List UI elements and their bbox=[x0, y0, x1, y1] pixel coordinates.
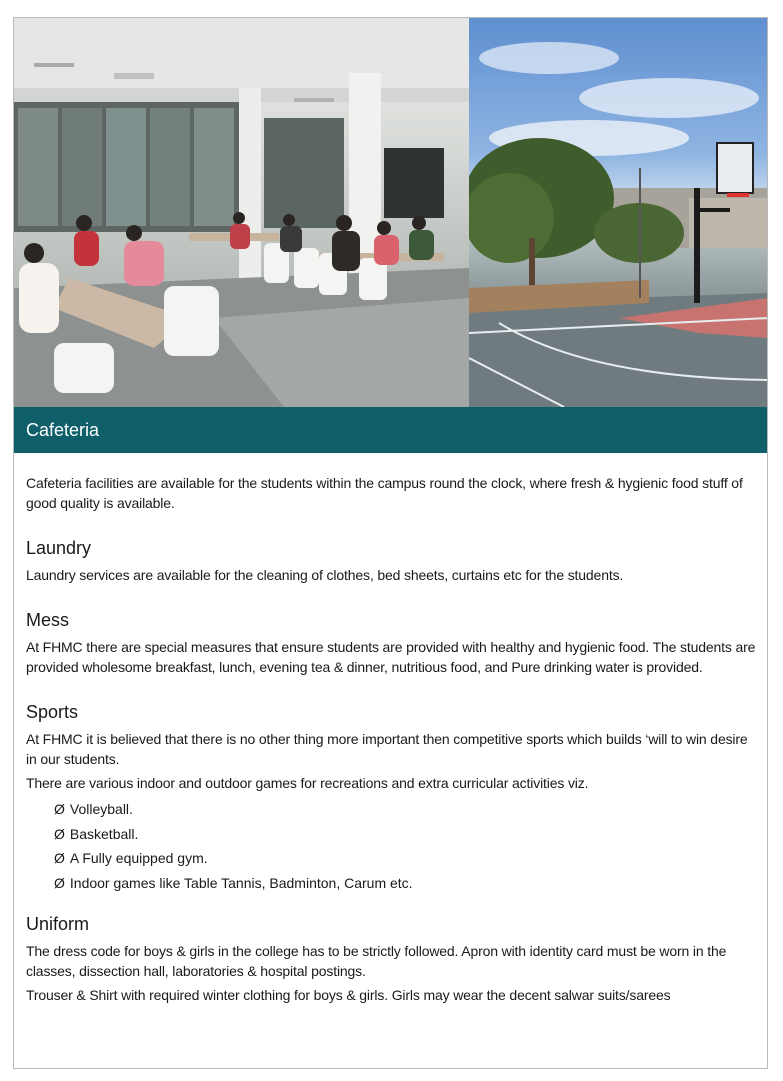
bullet-icon: Ø bbox=[54, 801, 65, 817]
sports-heading: Sports bbox=[26, 702, 79, 722]
mess-text: At FHMC there are special measures that ensure students are provided with healthy and hygienic food. The students are provided wholesome breakfast, lunch, evening tea & dinner, nutritious food, and Pure drinking water is provided. bbox=[26, 639, 756, 675]
page-frame bbox=[13, 17, 768, 1069]
list-item bbox=[54, 799, 761, 819]
list-item-text: Basketball. bbox=[69, 825, 139, 842]
hero-images bbox=[14, 18, 768, 407]
laundry-section bbox=[26, 537, 761, 585]
content-body bbox=[14, 453, 767, 1005]
mess-section bbox=[26, 609, 761, 677]
cafeteria-text: Cafeteria facilities are available for the students within the campus round the clock, where fresh & hygienic food stuff of good quality is available. bbox=[26, 475, 743, 511]
list-item-text: A Fully equipped gym. bbox=[69, 850, 208, 867]
sports-text-2: There are various indoor and outdoor games for recreations and extra curricular activities viz. bbox=[26, 775, 589, 791]
laundry-text: Laundry services are available for the cleaning of clothes, bed sheets, curtains etc for the students. bbox=[26, 567, 624, 583]
list-item bbox=[54, 824, 761, 844]
uniform-text-1: The dress code for boys & girls in the college has to be strictly followed. Apron with identity card must be worn in the classes, dissection hall, laboratories & hospital postings. bbox=[26, 942, 727, 979]
cafeteria-section bbox=[26, 473, 761, 513]
bullet-icon: Ø bbox=[54, 874, 65, 891]
bullet-icon: Ø bbox=[54, 825, 65, 842]
uniform-text-2: Trouser & Shirt with required winter clothing for boys & girls. Girls may wear the decent salwar suits/sarees bbox=[26, 986, 671, 1003]
basketball-court-photo bbox=[469, 18, 768, 407]
sports-list bbox=[26, 799, 761, 893]
laundry-heading: Laundry bbox=[26, 538, 92, 558]
list-item bbox=[54, 848, 761, 868]
cafeteria-banner bbox=[14, 407, 767, 453]
bullet-icon: Ø bbox=[54, 850, 65, 867]
list-item bbox=[54, 873, 761, 893]
list-item-text: Volleyball. bbox=[69, 801, 133, 817]
banner-title: Cafeteria bbox=[26, 419, 100, 440]
mess-heading: Mess bbox=[26, 610, 70, 630]
list-item-text: Indoor games like Table Tannis, Badminton, Carum etc. bbox=[69, 874, 413, 891]
uniform-heading: Uniform bbox=[26, 913, 90, 934]
sports-text-1: At FHMC it is believed that there is no other thing more important then competitive sports which builds ‘will to win desire in our students. bbox=[26, 731, 748, 767]
uniform-section bbox=[26, 913, 761, 1005]
cafeteria-photo bbox=[14, 18, 469, 407]
sports-section bbox=[26, 701, 761, 893]
